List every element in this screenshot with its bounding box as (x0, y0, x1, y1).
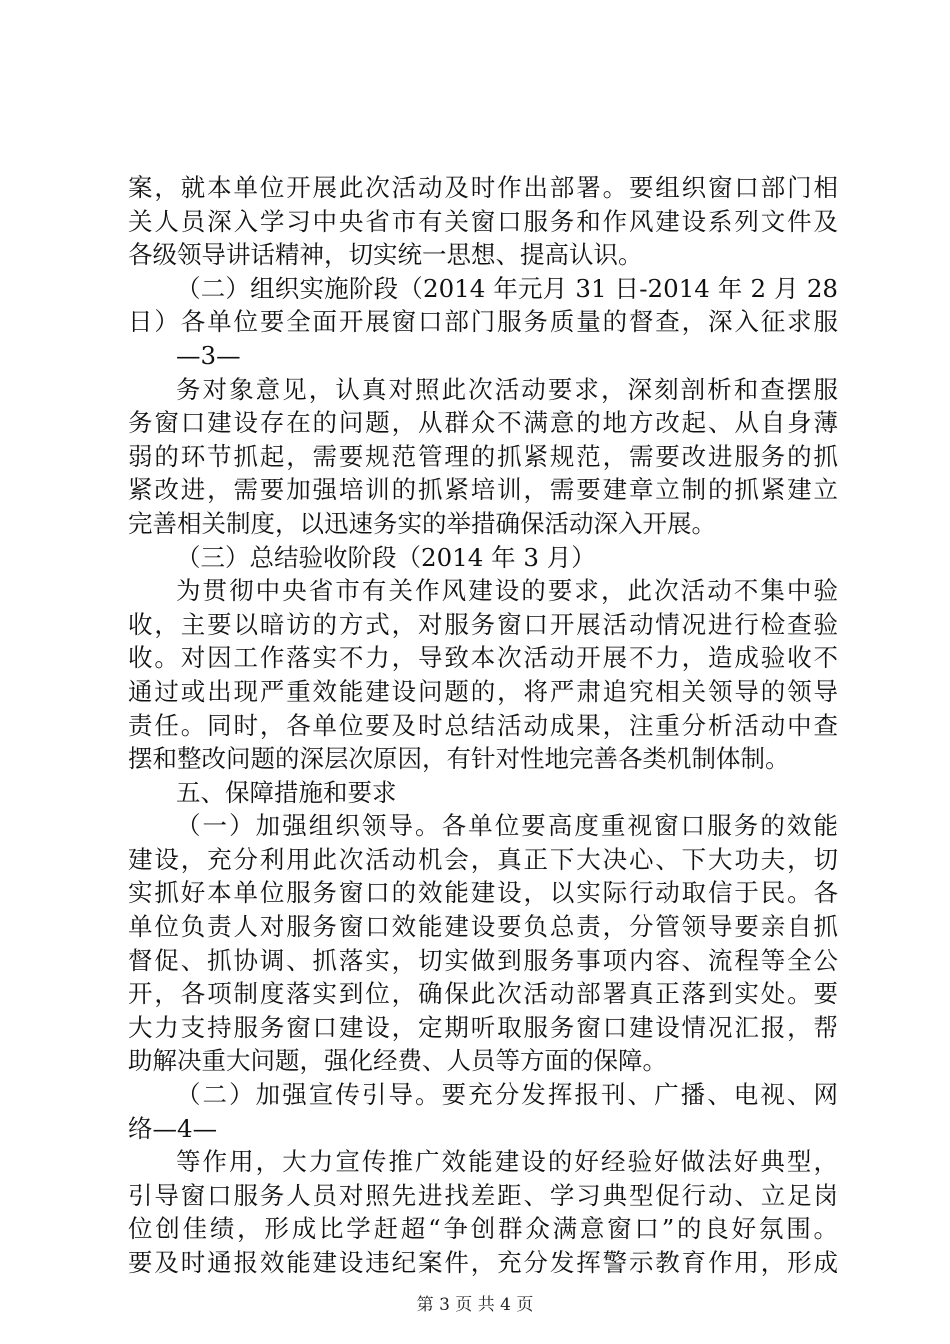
text-line: 各级领导讲话精神，切实统一思想、提高认识。 (128, 240, 643, 269)
text-line: 完善相关制度，以迅速务实的举措确保活动深入开展。 (128, 509, 716, 538)
text-line: 紧改进，需要加强培训的抓紧培训，需要建章立制的抓紧建立 (128, 475, 838, 504)
section-heading: （三）总结验收阶段（2014 年 3 月） (176, 543, 596, 572)
text-line: 通过或出现严重效能建设问题的，将严肃追究相关领导的领导 (128, 677, 838, 706)
text-line: 位创佳绩，形成比学赶超“争创群众满意窗口”的良好氛围。 (128, 1214, 838, 1243)
text-line: 开，各项制度落实到位，确保此次活动部署真正落到实处。要 (128, 979, 838, 1008)
text-line: 要及时通报效能建设违纪案件，充分发挥警示教育作用，形成 (128, 1248, 838, 1277)
page-footer: 第 3 页 共 4 页 (416, 1295, 534, 1315)
text-line: 为贯彻中央省市有关作风建设的要求，此次活动不集中验 (176, 576, 838, 605)
text-line: 单位负责人对服务窗口效能建设要负总责，分管领导要亲自抓 (128, 912, 838, 941)
text-line: 络—4— (128, 1114, 218, 1143)
text-line: 弱的环节抓起，需要规范管理的抓紧规范，需要改进服务的抓 (128, 442, 838, 471)
text-line: 日）各单位要全面开展窗口部门服务质量的督查，深入征求服 (128, 307, 838, 336)
text-line: 督促、抓协调、抓落实，切实做到服务事项内容、流程等全公 (128, 946, 838, 975)
text-line: 责任。同时，各单位要及时总结活动成果，注重分析活动中查 (128, 711, 838, 740)
text-line: 案，就本单位开展此次活动及时作出部署。要组织窗口部门相 (128, 173, 838, 202)
text-line: 引导窗口服务人员对照先进找差距、学习典型促行动、立足岗 (128, 1181, 838, 1210)
text-line: 务对象意见，认真对照此次活动要求，深刻剖析和查摆服 (176, 375, 838, 404)
text-line: （二）加强宣传引导。要充分发挥报刊、广播、电视、网 (176, 1080, 838, 1109)
text-line: 收。对因工作落实不力，导致本次活动开展不力，造成验收不 (128, 643, 838, 672)
text-line: 实抓好本单位服务窗口的效能建设，以实际行动取信于民。各 (128, 878, 838, 907)
text-line: 务窗口建设存在的问题，从群众不满意的地方改起、从自身薄 (128, 408, 838, 437)
text-line: 关人员深入学习中央省市有关窗口服务和作风建设系列文件及 (128, 207, 838, 236)
section-heading: 五、保障措施和要求 (176, 778, 397, 807)
text-line: （一）加强组织领导。各单位要高度重视窗口服务的效能 (176, 811, 838, 840)
section-heading: （二）组织实施阶段（2014 年元月 31 日-2014 年 2 月 28 (176, 274, 838, 303)
text-line: 收，主要以暗访的方式，对服务窗口开展活动情况进行检查验 (128, 610, 838, 639)
text-line: 摆和整改问题的深层次原因，有针对性地完善各类机制体制。 (128, 744, 790, 773)
page-number-marker: —3— (176, 341, 241, 370)
text-line: 等作用，大力宣传推广效能建设的好经验好做法好典型， (176, 1147, 838, 1176)
text-line: 建设，充分利用此次活动机会，真正下大决心、下大功夫，切 (128, 845, 838, 874)
text-line: 大力支持服务窗口建设，定期听取服务窗口建设情况汇报，帮 (128, 1013, 838, 1042)
text-line: 助解决重大问题，强化经费、人员等方面的保障。 (128, 1046, 667, 1075)
